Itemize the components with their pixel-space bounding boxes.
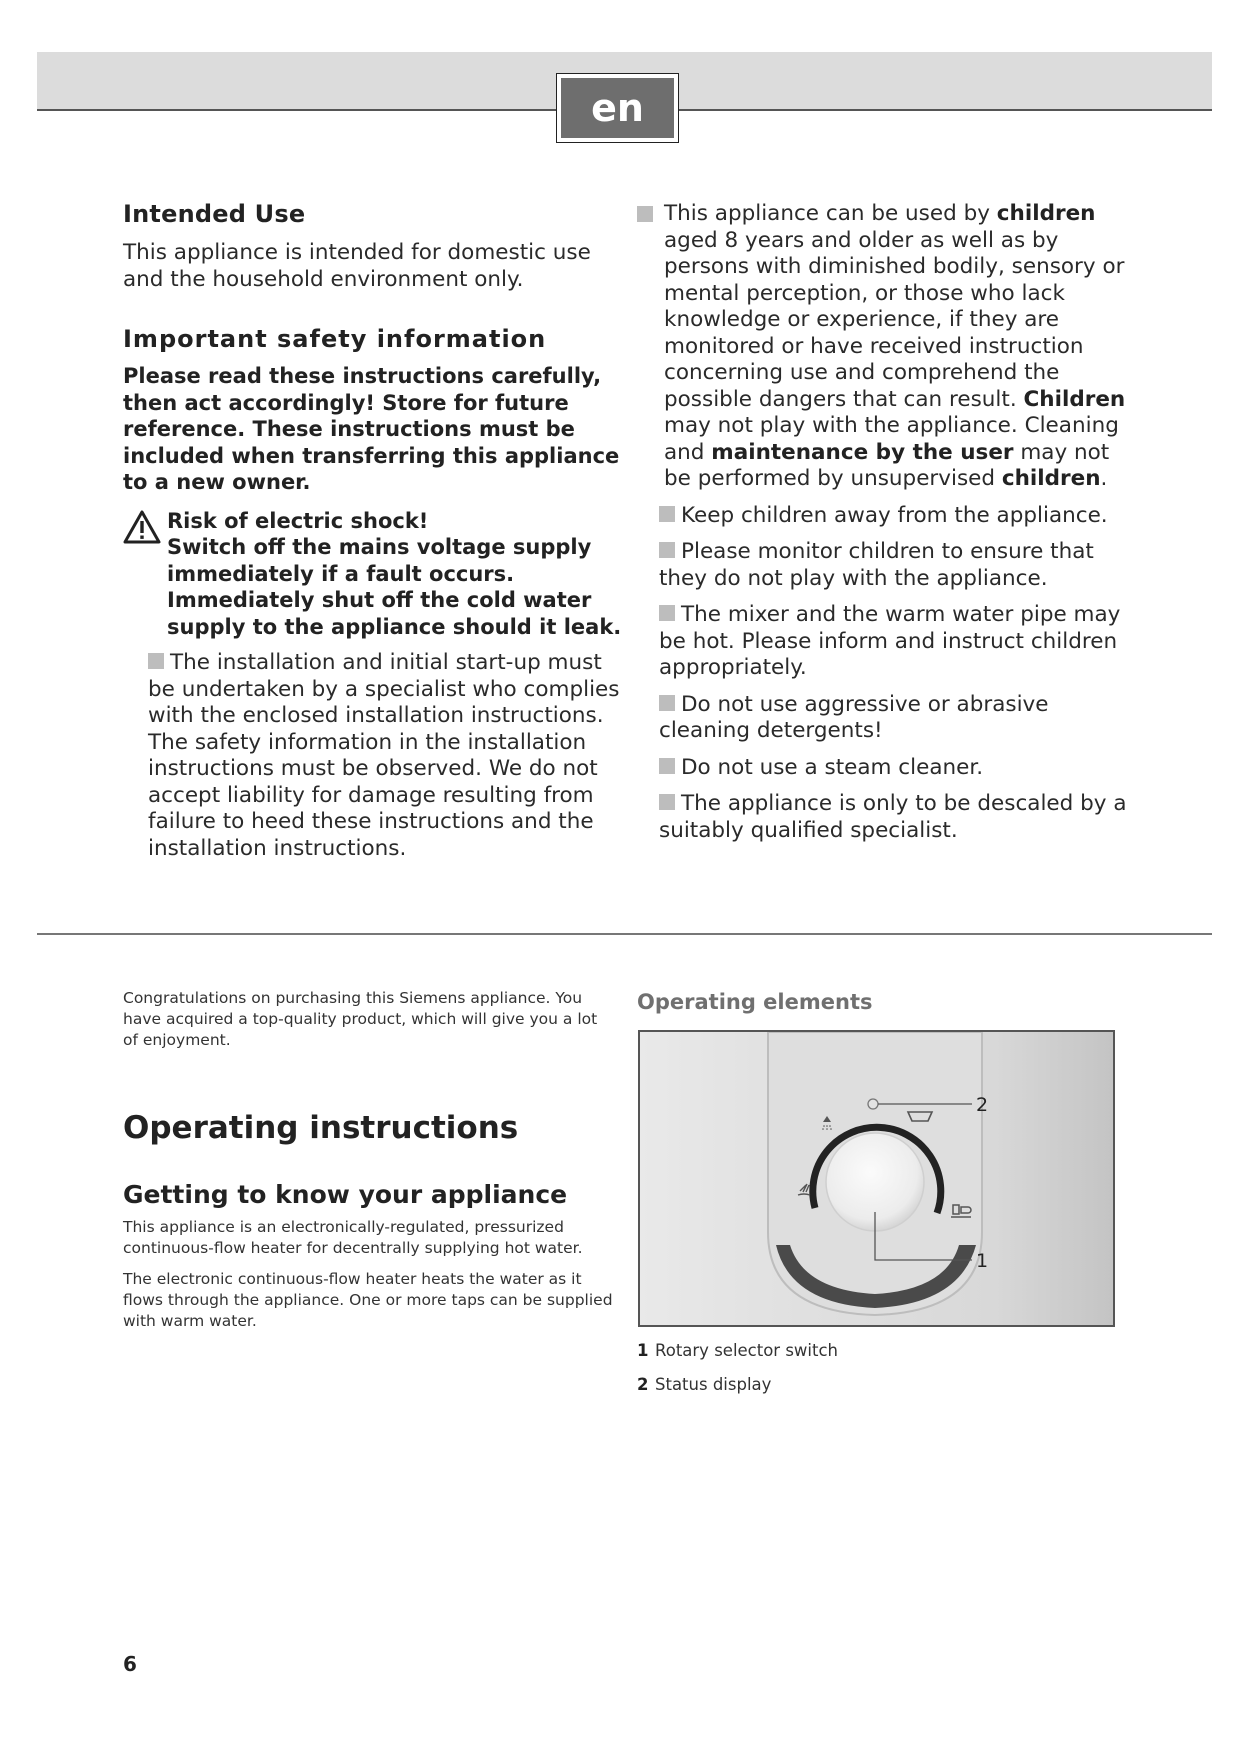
callout-1: 1 [976, 1250, 989, 1272]
heater-description: The electronic continuous-flow heater heats the water as it flows through the appliance. One or more taps can be supplied with warm water. [123, 1270, 613, 1330]
bullet-square-icon [659, 506, 675, 522]
bullet-square-icon [659, 542, 675, 558]
intended-use-body: This appliance is intended for domestic use and the household environment only. [123, 240, 591, 292]
legend-label: Status display [655, 1375, 772, 1394]
list-item: The mixer and the warm water pipe may be hot. Please inform and instruct children appropriately. [659, 602, 1121, 680]
operating-elements-title: Operating elements [637, 990, 873, 1014]
legend-label: Rotary selector switch [655, 1341, 839, 1360]
list-item: This appliance can be used by children aged 8 years and older as well as by persons with diminished bodily, sensory or mental perception, or those who lack knowledge or experience, if they are monitored or have received instruction concerning use and comprehend the possible dangers that can result. Children may not play with the appliance. Cleaning and maintenance by the user may not be performed by unsupervised children. [637, 201, 1137, 493]
callout-2: 2 [976, 1094, 989, 1116]
language-code: en [561, 78, 674, 138]
legend-item [637, 1341, 838, 1361]
list-item: The installation and initial start-up must be undertaken by a specialist who complies with the enclosed installation instructions. The safety information in the installation instructions must be observed. We do not accept liability for damage resulting from failure to heed these instructions and the installation instructions. [148, 650, 620, 861]
bullet-square-icon [637, 206, 653, 222]
language-badge [556, 73, 679, 143]
section-divider [37, 933, 1212, 935]
intro-section [123, 988, 608, 1051]
operating-elements-figure [638, 1030, 1115, 1327]
getting-to-know-title: Getting to know your appliance [123, 1180, 568, 1209]
legend-number: 2 [637, 1375, 649, 1394]
intended-use-section [123, 200, 623, 872]
bullet-square-icon [659, 605, 675, 621]
operating-instructions-section [123, 1110, 613, 1332]
intended-use-title: Intended Use [123, 200, 306, 228]
warning-line: Switch off the mains voltage supply immediately if a fault occurs. [167, 535, 592, 586]
warning-triangle-icon [123, 508, 167, 641]
page-number: 6 [123, 1652, 137, 1676]
operating-elements-legend [637, 1341, 838, 1395]
warning-line: Risk of electric shock! [167, 508, 429, 533]
operating-instructions-title: Operating instructions [123, 1110, 519, 1146]
list-item: The appliance is only to be descaled by a suitably qualified specialist. [659, 791, 1127, 843]
safety-intro: Please read these instructions carefully, then act accordingly! Store for future reference. These instructions must be included when transferring this appliance to a new owner. [123, 364, 620, 494]
list-item: Do not use a steam cleaner. [659, 755, 1137, 782]
bullet-square-icon [659, 695, 675, 711]
bullet-square-icon [148, 653, 164, 669]
bullet-square-icon [659, 794, 675, 810]
bullet-square-icon [659, 758, 675, 774]
congratulations-text: Congratulations on purchasing this Siemens appliance. You have acquired a top-quality product, which will give you a lot of enjoyment. [123, 989, 598, 1049]
list-item: Please monitor children to ensure that they do not play with the appliance. [659, 539, 1094, 591]
operating-elements-title-wrap [637, 990, 872, 1014]
legend-item [637, 1375, 838, 1395]
list-item: Keep children away from the appliance. [659, 503, 1137, 530]
safety-list-right [637, 201, 1137, 854]
legend-number: 1 [637, 1341, 649, 1360]
status-display-led [868, 1099, 878, 1109]
appliance-description: This appliance is an electronically-regulated, pressurized continuous-flow heater for decentrally supplying hot water. [123, 1218, 583, 1257]
electric-shock-warning [123, 508, 623, 641]
safety-title: Important safety information [123, 325, 547, 353]
warning-line: Immediately shut off the cold water supply to the appliance should it leak. [167, 588, 622, 639]
list-item: Do not use aggressive or abrasive cleaning detergents! [659, 691, 1049, 743]
